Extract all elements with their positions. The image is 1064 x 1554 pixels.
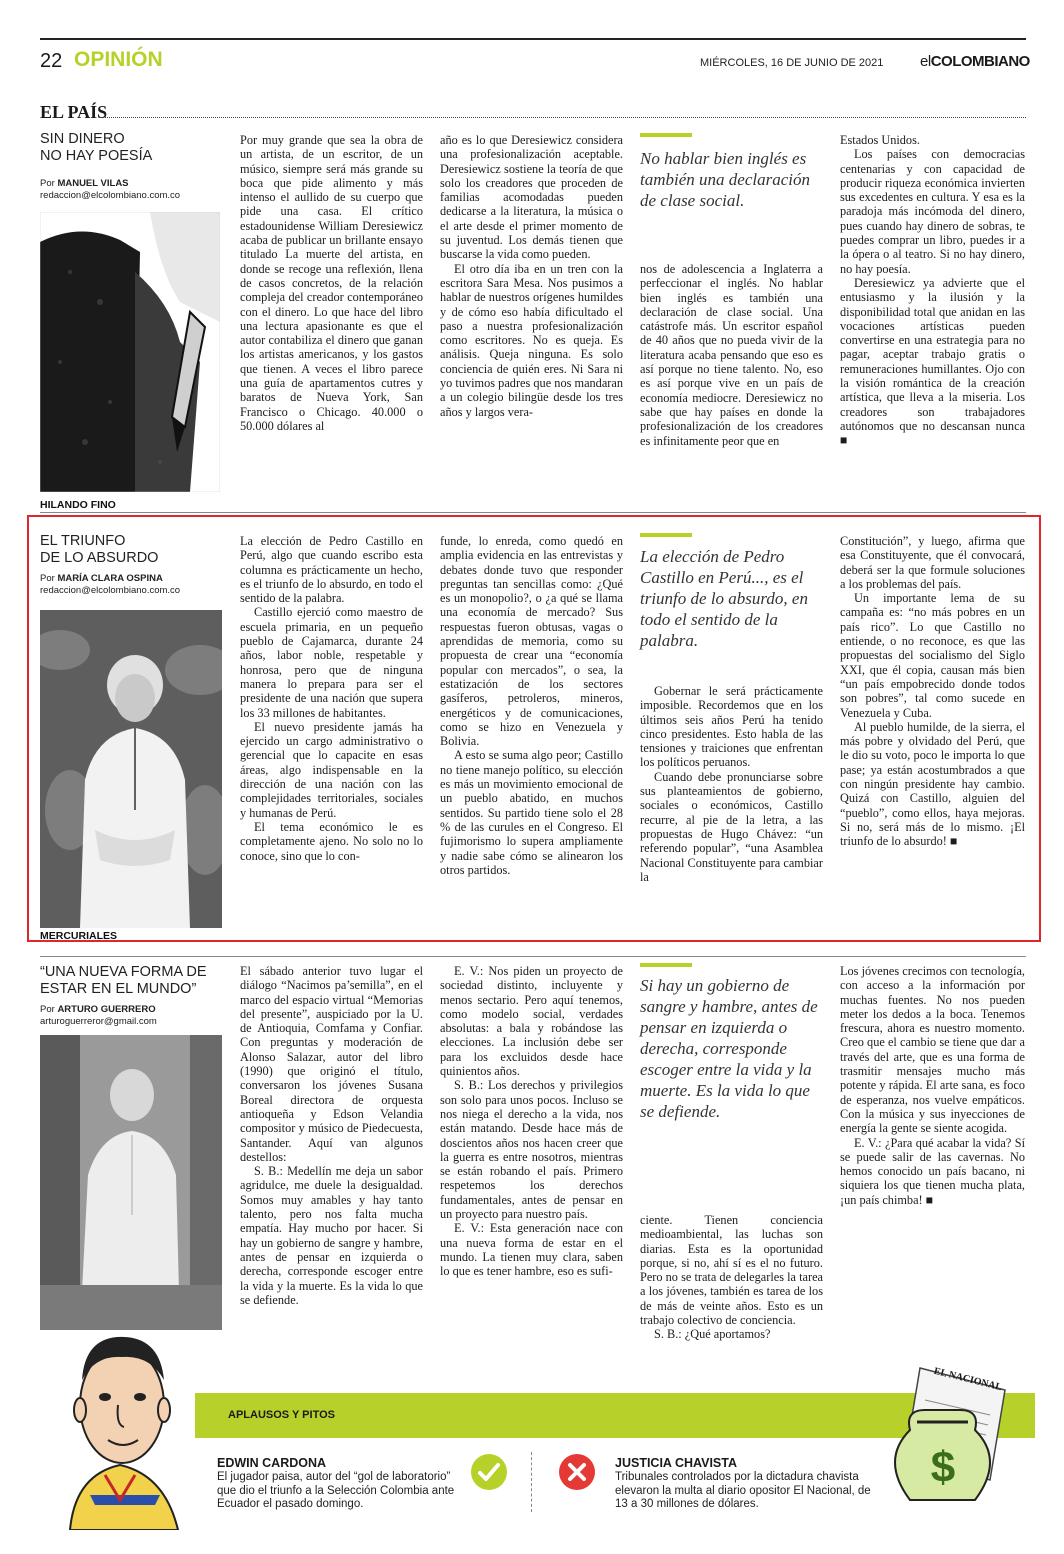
- article-title: [40, 964, 230, 998]
- author-photo: [40, 610, 222, 928]
- issue-date: MIÉRCOLES, 16 DE JUNIO DE 2021: [700, 57, 884, 69]
- pen-illustration: [40, 212, 220, 492]
- aplausos-title: APLAUSOS Y PITOS: [228, 1409, 335, 1421]
- header-rule: [40, 38, 1026, 40]
- title-line: ESTAR EN EL MUNDO”: [40, 981, 197, 997]
- pullquote: La elección de Pedro Castillo en Perú..., es el triunfo de lo absurdo, en todo el sentido de la palabra.: [640, 547, 808, 650]
- el-pais-logo: EL PAÍS: [40, 102, 108, 122]
- byline-prefix: Por: [40, 178, 55, 189]
- paragraph: Por muy grande que sea la obra de un artista, de un escritor, de un músico, siempre será más grande su boca que pide alimento y más intenso el aullido de su cuerpo que pide una casa. El crítico estadounidense William Deresiewicz acaba de publicar un brillante ensayo titulado La muerte del artista, en donde se recoge una reflexión, llena de casos concretos, de la relación compleja del creador contemporáneo con el dinero. Lo que hace del libro una lectura apasionante es que el autor contabiliza el dinero que ganan los artistas americanos, y los gastos que tienen. A veces el libro parece una guía de apartamentos cutres y baratos de Nueva York, San Francisco o Chicago. 40.000 o 50.000 dólares al: [240, 133, 423, 433]
- byline: [40, 573, 240, 597]
- byline: [40, 1004, 240, 1028]
- caricature-illustration: [60, 1325, 190, 1530]
- paragraph: Constitución”, y luego, afirma que esa Constituyente, que él convocará, deberá ser la que formule soluciones a los problemas del país.: [840, 534, 1025, 591]
- title-line: DE LO ABSURDO: [40, 550, 159, 566]
- applause-name: EDWIN CARDONA: [217, 1456, 327, 1470]
- section-rule: [40, 956, 1026, 957]
- brand-prefix: el: [920, 53, 931, 70]
- paragraph: El nuevo presidente jamás ha ejercido un cargo administrativo o gerencial que lo capacite en esas áreas, algo indispensable en la dirección de una nación con las complejidades territoriales, sociales y humanas de Perú.: [240, 719, 423, 820]
- paragraph: Al pueblo humilde, de la sierra, el más pobre y olvidado del Perú, que le dio su voto, poco le importa lo que pase; ya están acostumbrados a que con ningún presidente hay cambio. Quizá con Castillo, alguien del “pueblo”, como ellos, haya mejoras. Si no, será más de lo mismo. ¡El triunfo de lo absurdo! ■: [840, 719, 1025, 849]
- paragraph: S. B.: Medellín me deja un sabor agridulce, me duele la desigualdad. Somos muy amables y hay tanto talento, pero nos falta mucha empatía. Hay mucho por hacer. Si hay un gobierno de sangre y hambre, antes de pensar en izquierda o derecha, corresponde escoger entre la vida y la muerte. Es la vida lo que se defiende.: [240, 1164, 423, 1307]
- paragraph: Estados Unidos.: [840, 133, 920, 147]
- article-column: [640, 262, 823, 448]
- article-title: [40, 131, 225, 165]
- pullquote-bar: [640, 133, 692, 137]
- article-column: [240, 133, 423, 433]
- byline: [40, 178, 240, 202]
- paragraph: A esto se suma algo peor; Castillo no tiene manejo político, su elección es más un movimiento emocional de un pueblo abatido, en muchos sentidos. Su partido tiene solo el 28 % de las curules en el Congreso. El fujimorismo lo supera ampliamente y nadie sabe cómo se alinearon los otros partidos.: [440, 748, 623, 877]
- article-column: [440, 534, 623, 877]
- cross-icon: [558, 1453, 596, 1491]
- money-bag-icon: [865, 1360, 1025, 1510]
- article-column: [840, 534, 1025, 849]
- paragraph: S. B.: ¿Qué aportamos?: [654, 1327, 771, 1342]
- section-label: MERCURIALES: [40, 930, 118, 942]
- newspaper-brand: [920, 53, 1030, 70]
- paragraph: E. V.: ¿Para qué acabar la vida? Sí se puede salir de las cavernas. No hemos conocido un país bacano, ni siquiera los que tienen mucha plata, ¡un país chimba! ■: [840, 1135, 1025, 1207]
- article-column: [240, 534, 423, 863]
- paragraph: Gobernar le será prácticamente imposible. Recordemos que en los últimos seis años Perú ha tenido cinco presidentes. Esto habla de las tensiones y traiciones que enfrentan los políticos peruanos.: [640, 684, 823, 770]
- author-photo: [40, 1035, 222, 1330]
- pullquote-bar: [640, 963, 692, 967]
- title-line: “UNA NUEVA FORMA DE: [40, 964, 207, 980]
- author-email: redaccion@elcolombiano.com.co: [40, 585, 181, 596]
- aplausos-divider: [531, 1452, 533, 1512]
- author-email: redaccion@elcolombiano.com.co: [40, 190, 181, 201]
- whistle-text: Tribunales controlados por la dictadura chavista elevaron la multa al diario opositor El Nacional, de 13 a 30 millones de dólares.: [615, 1471, 871, 1510]
- paragraph: Castillo ejerció como maestro de escuela primaria, en un pequeño pueblo de Cajamarca, durante 24 años, labor noble, respetable y honrosa, pero que de ninguna manera lo prepara para ser el presidente de una nación que supera los 33 millones de habitantes.: [240, 605, 423, 720]
- paragraph: Deresiewicz ya advierte que el entusiasmo y la ilusión y la disponibilidad total que anidan en las vocaciones artísticas pueden convertirse en una estrategia para no pagar, aceptar trabajo gratis o remuneraciones humillantes. Ojo con la visión romántica de la creación artística, que lleva a la miseria. Los creadores son trabajadores autónomos que no descansan nunca ■: [840, 275, 1025, 448]
- article-column: [440, 964, 623, 1279]
- paragraph: funde, lo enreda, como quedó en amplia evidencia en las entrevistas y debates donde tuvo que responder preguntas tan sencillas como: ¿Qué es un monopolio?, o ¿a qué se llama una economía de mercado? Sus respuestas fueron obtusas, vagas o aprendidas de memoria, como su propuesta de crear una “economía popular con mercados”, o sea, la estatización de los sectores gasíferos, petroleros, mineros, energéticos y de comunicaciones, como se hizo en Venezuela y Bolivia.: [440, 534, 623, 749]
- check-icon: [470, 1453, 508, 1491]
- paragraph: La elección de Pedro Castillo en Perú, algo que cuando escribo esta columna es prácticamente un hecho, es el triunfo de lo absurdo, en todo el sentido de la palabra.: [240, 534, 423, 606]
- paragraph: año es lo que Deresiewicz considera una profesionalización aceptable. Deresiewicz sostiene la teoría de que solo los creadores que proceden de familias acomodadas pueden dedicarse a la literatura, la música o el arte desde el primer momento de su juventud. Los demás tienen que buscarse la vida como pueden.: [440, 133, 623, 262]
- svg-text:$: $: [930, 1443, 956, 1492]
- paragraph: El sábado anterior tuvo lugar el diálogo “Nacimos pa’semilla”, en el marco del espacio virtual “Memorias del presente”, auspiciado por la U. de Antioquia, Comfama y Confiar. Con preguntas y moderación de Alonso Salazar, autor del libro (1990) que originó el título, conversaron los jóvenes Susana Boreal directora de orquesta antioqueña y Edson Velandia compositor y músico de Piedecuesta, Santander. Aquí van algunos destellos:: [240, 964, 423, 1164]
- pullquote: No hablar bien inglés es también una declaración de clase social.: [640, 149, 810, 210]
- brand-main: COLOMBIANO: [930, 53, 1030, 70]
- article-column: [640, 1213, 823, 1342]
- paragraph: Los jóvenes crecimos con tecnología, con acceso a la información por muchas fuentes. No nos pueden meter los dedos a la boca. Tenemos frescura, ahora es nuestro momento. Creo que el cambio se tiene que dar a través del arte, que es una forma de trasmitir mensajes mucho más potente y rápida. El arte sana, es foco de esperanza, nos vuelve empáticos. Con la música y sus inyecciones de energía la gente se siente acogida.: [840, 964, 1025, 1136]
- bag-newspaper-label: EL NACIONAL: [932, 1365, 1004, 1394]
- paragraph: E. V.: Nos piden un proyecto de sociedad distinto, incluyente y menos sectario. Pero aquí tenemos, como modelo social, verdades absolutas: a bala y robándose las elecciones. La inclusión debe ser para los excluidos desde hace quinientos años.: [440, 964, 623, 1079]
- paragraph: El tema económico le es completamente ajeno. No solo no lo conoce, sino que lo con-: [240, 819, 423, 863]
- article-column: [440, 133, 623, 419]
- title-line: NO HAY POESÍA: [40, 148, 153, 164]
- article-title: [40, 533, 225, 567]
- author-email: arturoguerreror@gmail.com: [40, 1016, 157, 1027]
- applause-text: El jugador paisa, autor del “gol de laboratorio” que dio el triunfo a la Selección Colombia ante Ecuador el pasado domingo.: [217, 1471, 455, 1510]
- page-number: 22: [40, 50, 63, 72]
- article-column: [640, 684, 823, 884]
- pullquote-bar: [640, 533, 692, 537]
- paragraph: ciente. Tienen conciencia medioambiental, las luchas son diarias. Esta es la oportunidad porque, si no, ahí sí es el no futuro. Pero no se trata de delegarles la tarea a los jóvenes, también es tarea de los de más de veinte años. Esto es un trabajo colectivo de conciencia.: [640, 1213, 823, 1328]
- whistle-name: JUSTICIA CHAVISTA: [615, 1456, 737, 1470]
- article-column: [840, 964, 1025, 1207]
- section-title: OPINIÓN: [74, 48, 163, 71]
- title-line: SIN DINERO: [40, 131, 125, 147]
- paragraph: Cuando debe pronunciarse sobre sus planteamientos de gobierno, sociales o económicos, Castillo recurre, al pie de la letra, a las propuestas de Hugo Chávez: “un referendo popular”, “una Asamblea Nacional Constituyente para cambiar la: [640, 769, 823, 884]
- author-name: MARÍA CLARA OSPINA: [57, 573, 163, 584]
- section-rule: [40, 512, 1026, 513]
- paragraph: Un importante lema de su campaña es: “no más pobres en un país rico”. Lo que Castillo no entiende, o no reconoce, es que las propuestas del socialismo del Siglo XXI, que él copia, causan más bien “un país empobrecido donde todos son pobres”, tal como sucede en Venezuela y Cuba.: [840, 591, 1025, 720]
- title-line: EL TRIUNFO: [40, 533, 126, 549]
- author-name: MANUEL VILAS: [57, 178, 129, 189]
- paragraph: nos de adolescencia a Inglaterra a perfeccionar el inglés. No hablar bien inglés es también una declaración de clase social. Una catástrofe más. Un escritor español de 40 años que no pueda vivir de la literatura acaba pensando que eso es así porque no tiene talento. No, eso es así porque vive en un país de economía mediocre. Deresiewicz no sabe que hay países en donde la profesionalización de los creadores es infinitamente peor que en: [640, 262, 823, 448]
- byline-prefix: Por: [40, 573, 55, 584]
- paragraph: S. B.: Los derechos y privilegios son solo para unos pocos. Incluso se nos niega el derecho a la vida, nos están matando. Desde hace más de doscientos años nos hacen creer que la guerra es entre nosotros, mientras se están robando el país. Primero respetemos los derechos fundamentales, antes de pensar en un proyecto para nuestro país.: [440, 1078, 623, 1222]
- article-column: [240, 964, 423, 1307]
- pullquote: Si hay un gobierno de sangre y hambre, antes de pensar en izquierda o derecha, corresponde escoger entre la vida y la muerte. Es la vida lo que se defiende.: [640, 976, 818, 1121]
- article-column: [840, 133, 1025, 448]
- paragraph: E. V.: Esta generación nace con una nueva forma de estar en el mundo. La tienen muy clara, saben lo que es tener hambre, eso es sufi-: [440, 1221, 623, 1279]
- byline-prefix: Por: [40, 1004, 55, 1015]
- paragraph: Los países con democracias centenarias y con capacidad de producir riqueza económica invierten sus excedentes en cultura. Y esa es la paradoja más incómoda del dinero, pues cuando hay dinero de sobras, te puedes comprar un libro, puedes ir a la ópera o al teatro. Si no hay dinero, no hay poesía.: [840, 147, 1025, 276]
- paragraph: El otro día iba en un tren con la escritora Sara Mesa. Nos pusimos a hablar de nuestros orígenes humildes y de cómo eso había dificultado el paso a nuestra profesionalización como escritores. No es queja. Es análisis. Queja ninguna. Es solo conciencia de quién eres. Ni Sara ni yo tuvimos padres que nos mandaran a un colegio bilingüe desde los tres años y largos vera-: [440, 261, 623, 419]
- section-label: HILANDO FINO: [40, 499, 116, 511]
- author-name: ARTURO GUERRERO: [57, 1004, 156, 1015]
- el-pais-rule: [100, 117, 1026, 118]
